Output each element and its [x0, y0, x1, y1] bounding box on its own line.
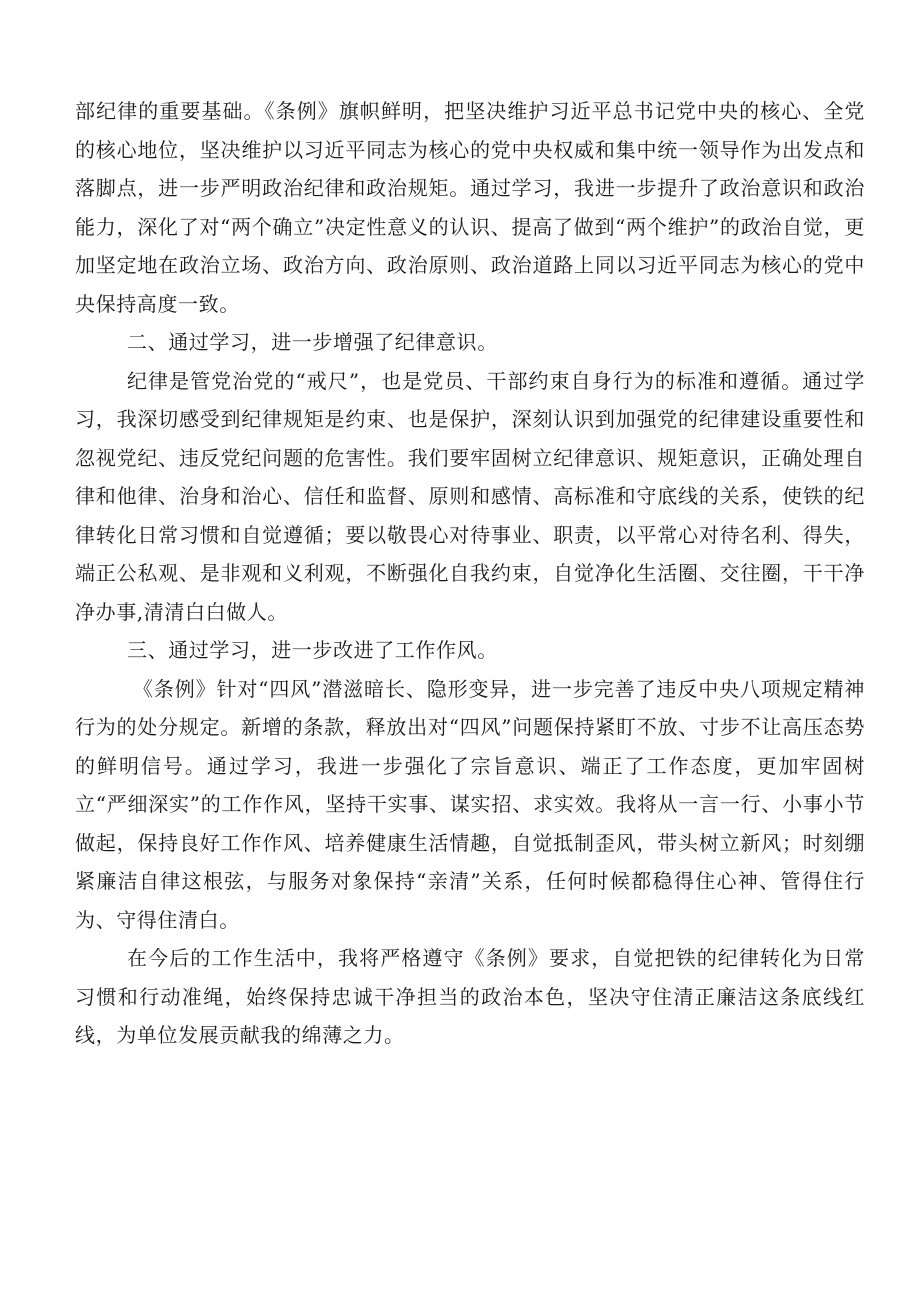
paragraph-political-awareness: 部纪律的重要基础。《条例》旗帜鲜明，把坚决维护习近平总书记党中央的核心、全党的核心地位，坚决维护以习近平同志为核心的党中央权威和集中统一领导作为出发点和落脚点，进一步严明政治纪律和政治规矩。通过学习，我进一步提升了政治意识和政治能力，深化了对“两个确立”决定性意义的认识、提高了做到“两个维护”的政治自觉，更加坚定地在政治立场、政治方向、政治原则、政治道路上同以习近平同志为核心的党中央保持高度一致。	[75, 99, 865, 316]
paragraph-conclusion: 在今后的工作生活中，我将严格遵守《条例》要求，自觉把铁的纪律转化为日常习惯和行动准绳，始终保持忠诚干净担当的政治本色，坚决守住清正廉洁这条底线红线，为单位发展贡献我的绵薄之力。	[75, 946, 865, 1047]
document-body	[75, 92, 865, 1055]
section-heading-work-style: 三、通过学习，进一步改进了工作作风。	[127, 638, 498, 662]
section-heading-discipline: 二、通过学习，进一步增强了纪律意识。	[127, 330, 498, 354]
paragraph-work-style: 《条例》针对“四风”潜滋暗长、隐形变异，进一步完善了违反中央八项规定精神行为的处分规定。新增的条款，释放出对“四风”问题保持紧盯不放、寸步不让高压态势的鲜明信号。通过学习，我进一步强化了宗旨意识、端正了工作态度，更加牢固树立“严细深实”的工作作风，坚持干实事、谋实招、求实效。我将从一言一行、小事小节做起，保持良好工作作风、培养健康生活情趣，自觉抵制歪风，带头树立新风；时刻绷紧廉洁自律这根弦，与服务对象保持“亲清”关系，任何时候都稳得住心神、管得住行为、守得住清白。	[75, 676, 865, 932]
paragraph-discipline-awareness: 纪律是管党治党的“戒尺”，也是党员、干部约束自身行为的标准和遵循。通过学习，我深切感受到纪律规矩是约束、也是保护，深刻认识到加强党的纪律建设重要性和忽视党纪、违反党纪问题的危害性。我们要牢固树立纪律意识、规矩意识，正确处理自律和他律、治身和治心、信任和监督、原则和感情、高标准和守底线的关系，使铁的纪律转化日常习惯和自觉遵循；要以敬畏心对待事业、职责，以平常心对待名利、得失，端正公私观、是非观和义利观，不断强化自我约束，自觉净化生活圈、交往圈，干干净净办事,清清白白做人。	[75, 368, 865, 624]
